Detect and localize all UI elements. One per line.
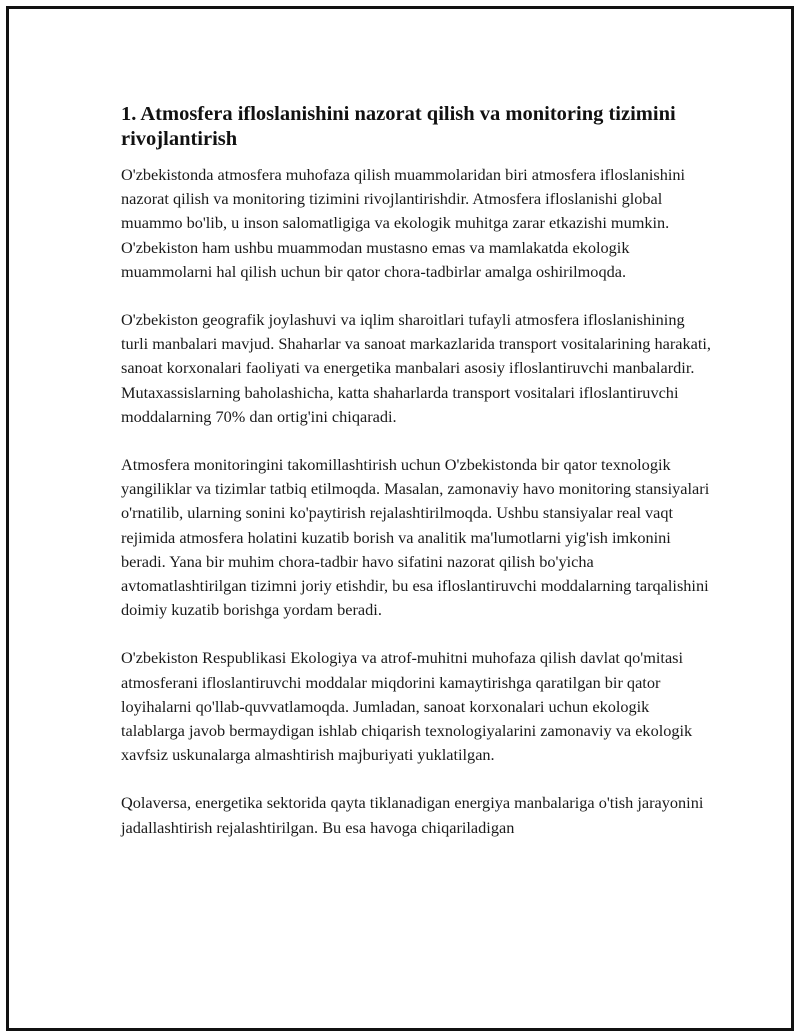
paragraph-1: O'zbekistonda atmosfera muhofaza qilish muammolaridan biri atmosfera ifloslanishini nazorat qilish va monitoring tizimini rivojlantirishdir. Atmosfera ifloslanishi global muammo bo'lib, u inson salomatligiga va ekologik muhitga zarar etkazishi mumkin. O'zbekiston ham ushbu muammodan mustasno emas va mamlakatda ekologik muammolarni hal qilish uchun bir qator chora-tadbirlar amalga oshirilmoqda. [121, 165, 686, 281]
document-page [6, 6, 794, 1031]
section-heading: 1. Atmosfera ifloslanishini nazorat qilish va monitoring tizimini rivojlantirish [121, 103, 676, 150]
paragraph-3: Atmosfera monitoringini takomillashtirish uchun O'zbekistonda bir qator texnologik yangiliklar va tizimlar tatbiq etilmoqda. Masalan, zamonaviy havo monitoring stansiyalari o'rnatilib, ularning sonini ko'paytirish rejalashtirilmoqda. Ushbu stansiyalar real vaqt rejimida atmosfera holatini kuzatib borish va analitik ma'lumotlarni yig'ish imkonini beradi. Yana bir muhim chora-tadbir havo sifatini nazorat qilish bo'yicha avtomatlashtirilgan tizimni joriy etishdir, bu esa ifloslantiruvchi moddalarning tarqalishini doimiy kuzatib borishga yordam beradi. [121, 455, 710, 620]
document-body [121, 102, 711, 864]
paragraph-5: Qolaversa, energetika sektorida qayta tiklanadigan energiya manbalariga o'tish jarayonini jadallashtirish rejalashtirilgan. Bu esa havoga chiqariladigan [121, 793, 704, 837]
paragraph-4: O'zbekiston Respublikasi Ekologiya va atrof-muhitni muhofaza qilish davlat qo'mitasi atmosferani ifloslantiruvchi moddalar miqdorini kamaytirishga qaratilgan bir qator loyihalarni qo'llab-quvvatlamoqda. Jumladan, sanoat korxonalari uchun ekologik talablarga javob bermaydigan ishlab chiqarish texnologiyalarini zamonaviy va ekologik xavfsiz uskunalarga almashtirish majburiyati yuklatilgan. [121, 648, 693, 765]
paragraph-2: O'zbekiston geografik joylashuvi va iqlim sharoitlari tufayli atmosfera ifloslanishining turli manbalari mavjud. Shaharlar va sanoat markazlarida transport vositalarining harakati, sanoat korxonalari faoliyati va energetika manbalari asosiy ifloslantiruvchi manbalardir. Mutaxassislarning baholashicha, katta shaharlarda transport vositalari ifloslantiruvchi moddalarning 70% dan ortig'ini chiqaradi. [121, 310, 711, 426]
